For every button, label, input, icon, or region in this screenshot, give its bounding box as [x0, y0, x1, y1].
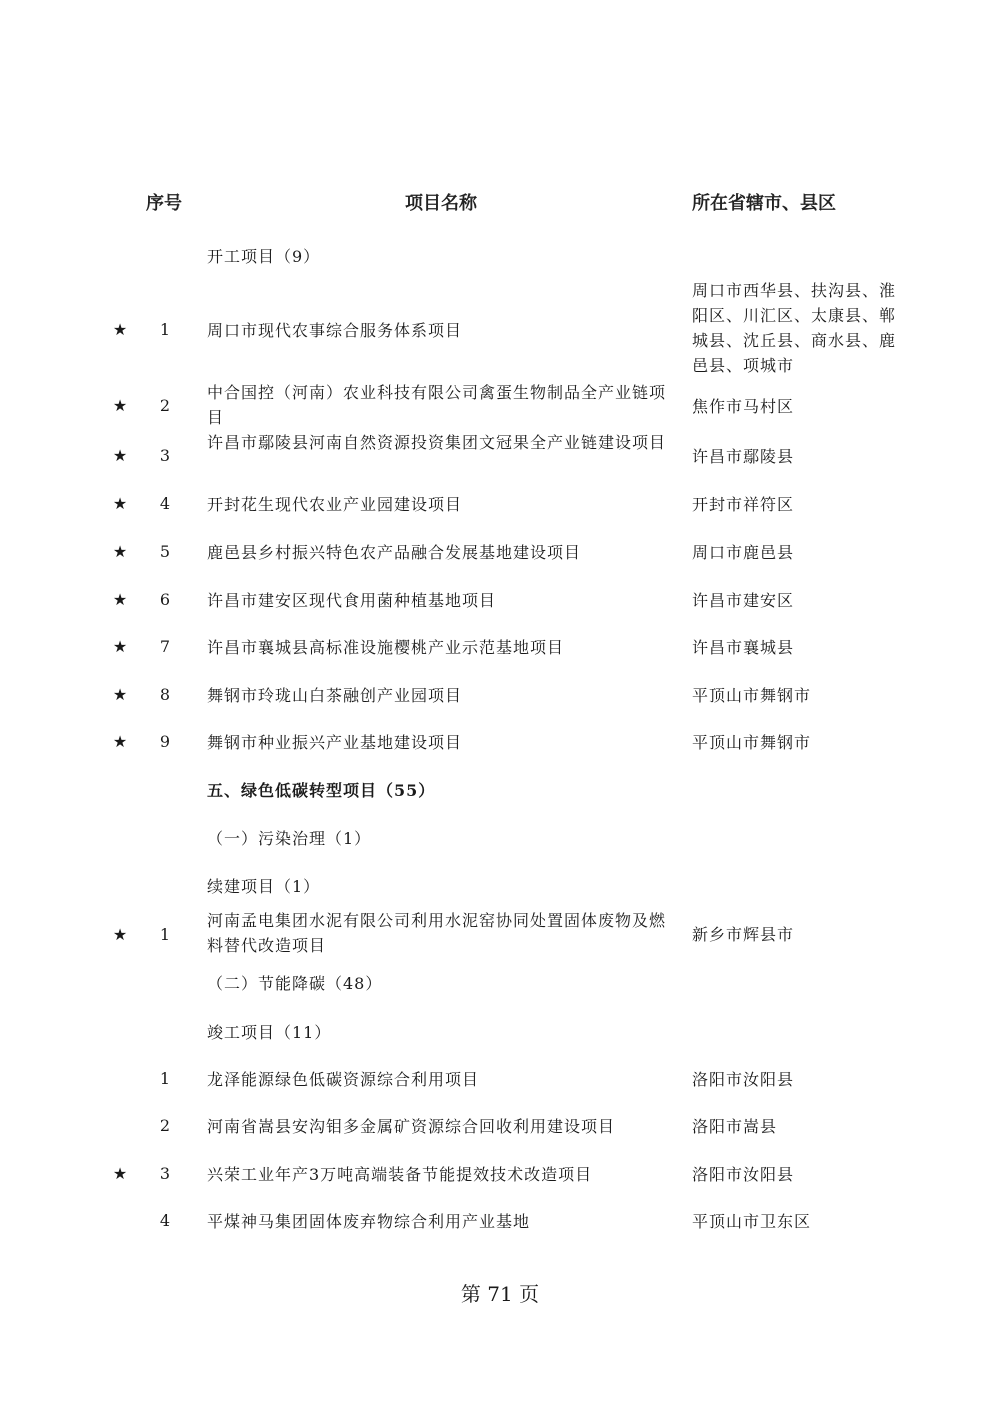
project-location: 洛阳市汝阳县: [692, 1165, 795, 1184]
star-marker: ★: [112, 590, 128, 609]
section-continued: 续建项目（1）: [207, 877, 321, 896]
project-name: 中合国控（河南）农业科技有限公司禽蛋生物制品全产业链项目: [207, 383, 667, 427]
project-name: 许昌市鄢陵县河南自然资源投资集团文冠果全产业链建设项目: [207, 433, 667, 452]
project-name: 河南省嵩县安沟钼多金属矿资源综合回收利用建设项目: [207, 1117, 616, 1136]
row-number: 5: [159, 542, 171, 561]
star-marker: ★: [112, 685, 128, 704]
star-marker: ★: [112, 732, 128, 751]
star-marker: ★: [112, 637, 128, 656]
row-number: 7: [159, 637, 171, 656]
row-number: 9: [159, 732, 171, 751]
section-green-lowcarbon: 五、绿色低碳转型项目（55）: [207, 781, 436, 800]
project-location: 许昌市鄢陵县: [692, 447, 795, 466]
project-location: 洛阳市汝阳县: [692, 1070, 795, 1089]
project-location: 新乡市辉县市: [692, 925, 795, 944]
star-marker: ★: [112, 925, 128, 944]
project-location: 周口市鹿邑县: [692, 543, 795, 562]
project-name: 周口市现代农事综合服务体系项目: [207, 321, 463, 340]
star-marker: ★: [112, 446, 128, 465]
section-start-projects: 开工项目（9）: [207, 247, 321, 266]
row-number: 4: [159, 1211, 171, 1230]
project-name: 兴荣工业年产3万吨高端装备节能提效技术改造项目: [207, 1165, 593, 1184]
row-number: 2: [159, 1116, 171, 1135]
project-location: 洛阳市嵩县: [692, 1117, 778, 1136]
project-location: 周口市西华县、扶沟县、淮阳区、川汇区、太康县、郸城县、沈丘县、商水县、鹿邑县、项城市: [692, 281, 897, 375]
header-index: 序号: [146, 193, 182, 214]
section-energy-saving: （二）节能降碳（48）: [207, 974, 383, 993]
star-marker: ★: [112, 1164, 128, 1183]
project-name: 许昌市襄城县高标准设施樱桃产业示范基地项目: [207, 638, 565, 657]
star-marker: ★: [112, 542, 128, 561]
project-location: 开封市祥符区: [692, 495, 795, 514]
project-location: 平顶山市卫东区: [692, 1212, 812, 1231]
row-number: 1: [159, 320, 171, 339]
row-number: 3: [159, 446, 171, 465]
project-name: 龙泽能源绿色低碳资源综合利用项目: [207, 1070, 480, 1089]
project-location: 平顶山市舞钢市: [692, 733, 812, 752]
project-name: 舞钢市玲珑山白茶融创产业园项目: [207, 686, 463, 705]
header-name: 项目名称: [405, 193, 477, 214]
page-number: 第 71 页: [460, 1282, 540, 1306]
star-marker: ★: [112, 396, 128, 415]
project-name: 平煤神马集团固体废弃物综合利用产业基地: [207, 1212, 531, 1231]
project-name: 鹿邑县乡村振兴特色农产品融合发展基地建设项目: [207, 543, 582, 562]
section-completed: 竣工项目（11）: [207, 1023, 332, 1042]
row-number: 1: [159, 925, 171, 944]
project-name: 开封花生现代农业产业园建设项目: [207, 495, 463, 514]
row-number: 2: [159, 396, 171, 415]
project-name: 河南孟电集团水泥有限公司利用水泥窑协同处置固体废物及燃料替代改造项目: [207, 911, 667, 955]
project-name: 舞钢市种业振兴产业基地建设项目: [207, 733, 463, 752]
section-pollution: （一）污染治理（1）: [207, 829, 372, 848]
project-location: 平顶山市舞钢市: [692, 686, 812, 705]
row-number: 3: [159, 1164, 171, 1183]
project-location: 许昌市建安区: [692, 591, 795, 610]
row-number: 6: [159, 590, 171, 609]
row-number: 1: [159, 1069, 171, 1088]
header-location: 所在省辖市、县区: [692, 193, 836, 214]
project-name: 许昌市建安区现代食用菌种植基地项目: [207, 591, 497, 610]
star-marker: ★: [112, 320, 128, 339]
row-number: 4: [159, 494, 171, 513]
project-location: 许昌市襄城县: [692, 638, 795, 657]
project-location: 焦作市马村区: [692, 397, 795, 416]
row-number: 8: [159, 685, 171, 704]
star-marker: ★: [112, 494, 128, 513]
